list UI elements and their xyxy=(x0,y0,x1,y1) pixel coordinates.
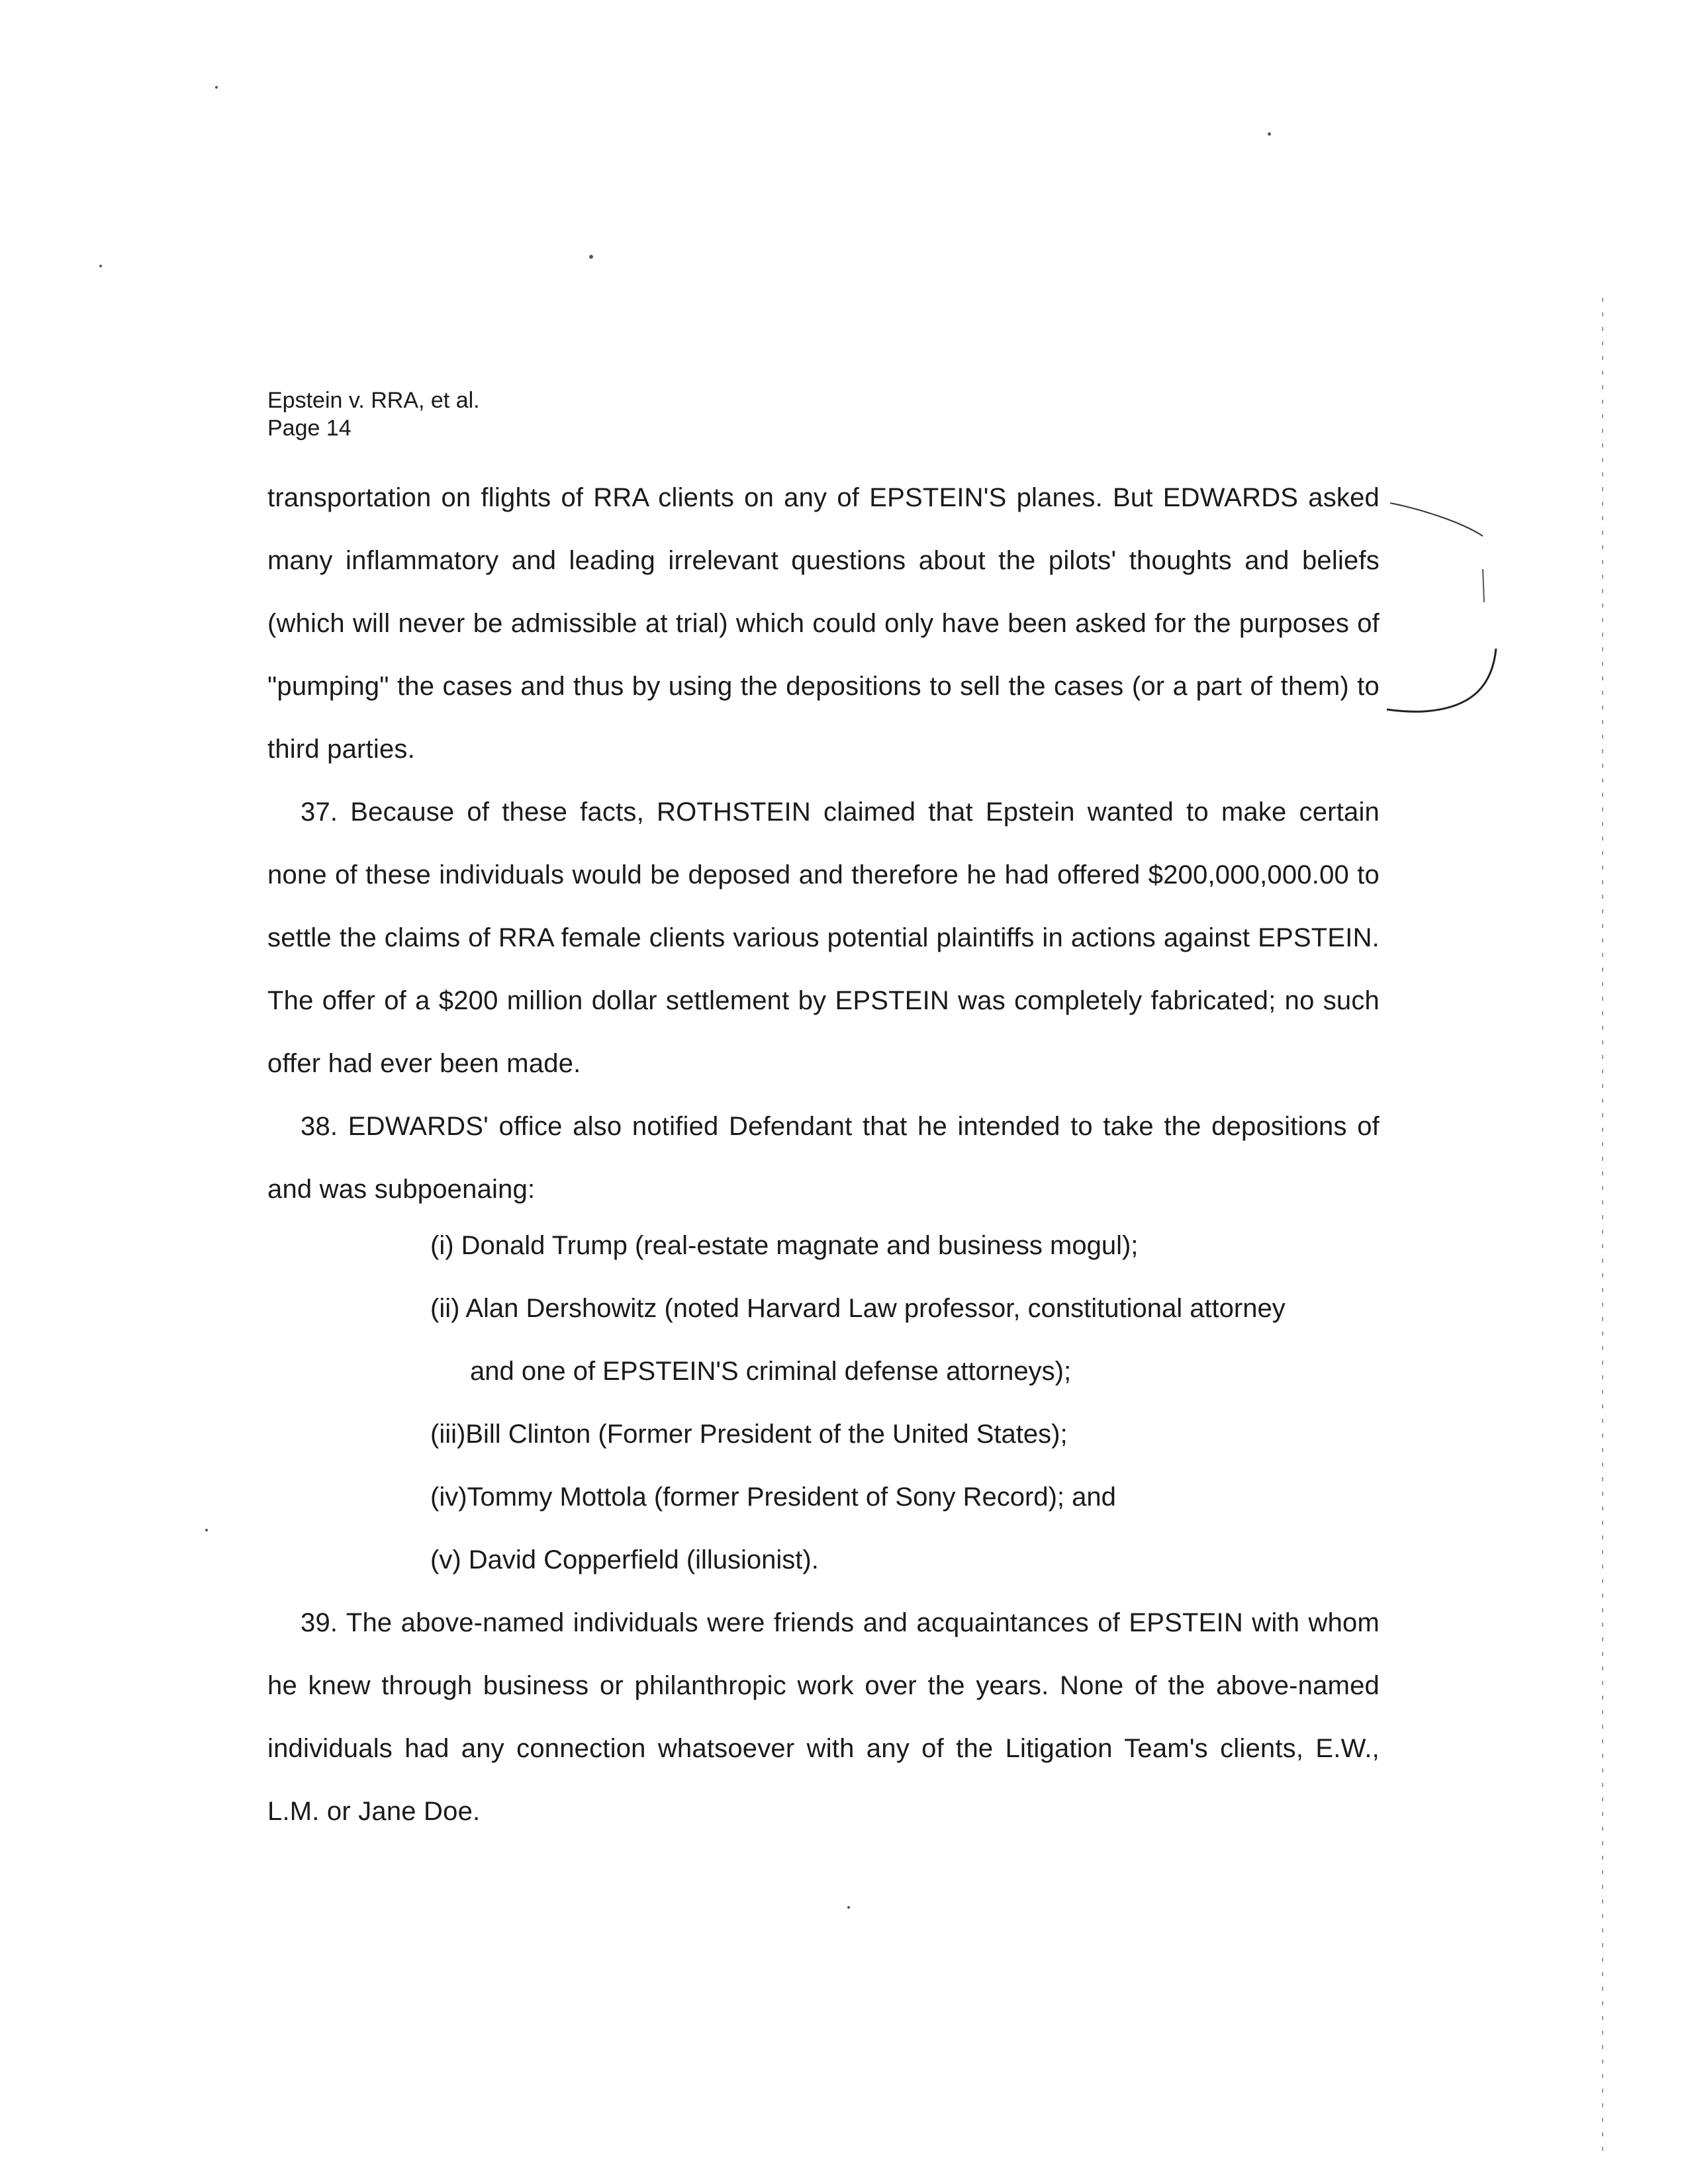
scan-speck xyxy=(99,265,102,267)
list-item-v: (v) David Copperfield (illusionist). xyxy=(430,1545,819,1574)
scan-margin-artifact xyxy=(1602,298,1603,2151)
scan-speck xyxy=(589,255,593,259)
page-header xyxy=(267,387,480,442)
scan-speck xyxy=(847,1906,850,1909)
list-item-i: (i) Donald Trump (real-estate magnate and business mogul); xyxy=(430,1231,1139,1260)
paragraph-39: 39. The above-named individuals were friends and acquaintances of EPSTEIN with whom he knew through business or philanthropic work over the years. None of the above-named individuals had any connection whatsoever with any of the Litigation Team's clients, E.W., L.M. or Jane Doe. xyxy=(267,1608,1380,1826)
handwritten-bracket-mark xyxy=(1383,490,1503,741)
subpoena-list xyxy=(430,1214,1380,1592)
scan-speck xyxy=(205,1529,208,1531)
list-item-iii: (iii)Bill Clinton (Former President of the United States); xyxy=(430,1420,1068,1449)
list-item-iv: (iv)Tommy Mottola (former President of Sony Record); and xyxy=(430,1482,1116,1512)
body-block-top xyxy=(267,467,1380,1221)
paragraph-37: 37. Because of these facts, ROTHSTEIN claimed that Epstein wanted to make certain none of these individuals would be deposed and therefore he had offered $200,000,000.00 to settle the claims of RRA female clients various potential plaintiffs in actions against EPSTEIN. The offer of a $200 million dollar settlement by EPSTEIN was completely fabricated; no such offer had ever been made. xyxy=(267,797,1380,1078)
scan-speck xyxy=(1268,132,1271,136)
paragraph-38: 38. EDWARDS' office also notified Defendant that he intended to take the depositions of and was subpoenaing: xyxy=(267,1112,1380,1204)
body-block-bottom xyxy=(267,1592,1380,1843)
list-item-ii: (ii) Alan Dershowitz (noted Harvard Law professor, constitutional attorney xyxy=(430,1294,1286,1323)
list-item-ii-continuation: and one of EPSTEIN'S criminal defense attorneys); xyxy=(470,1357,1072,1386)
scan-speck xyxy=(215,86,218,89)
page-number: Page 14 xyxy=(267,416,352,441)
continuation-paragraph: transportation on flights of RRA clients on any of EPSTEIN'S planes. But EDWARDS asked many inflammatory and leading irrelevant questions about the pilots' thoughts and beliefs (which will never be admissible at trial) which could only have been asked for the purposes of "pumping" the cases and thus by using the depositions to sell the cases (or a part of them) to third parties. xyxy=(267,483,1380,764)
case-title: Epstein v. RRA, et al. xyxy=(267,388,480,413)
